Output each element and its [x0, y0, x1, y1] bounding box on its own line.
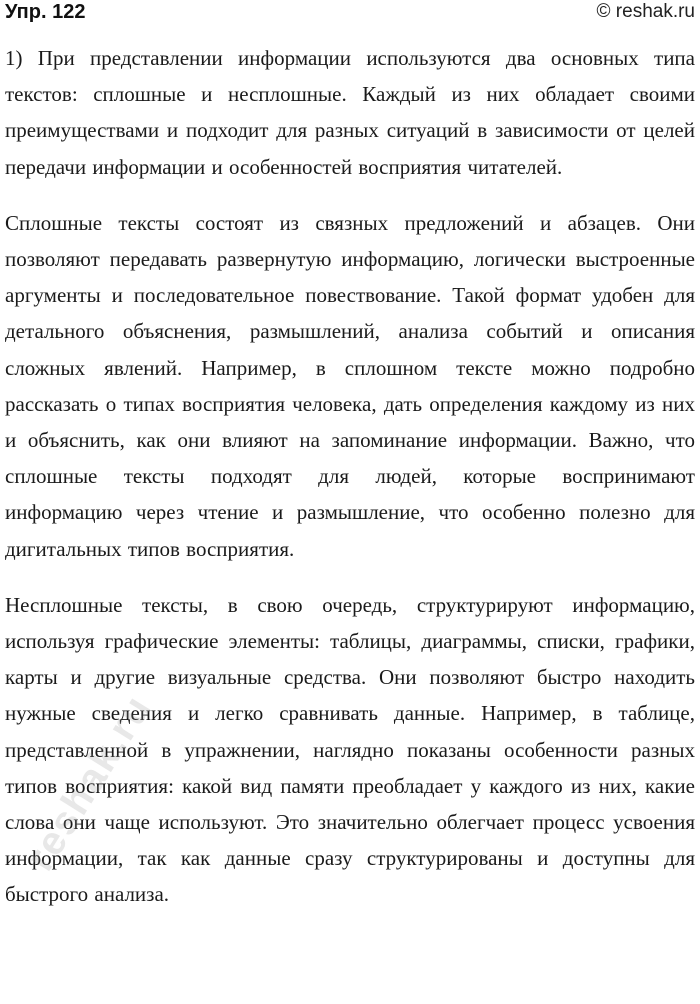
copyright-label: © reshak.ru: [596, 1, 695, 22]
paragraph-noncontinuous-texts: Несплошные тексты, в свою очередь, структурируют информацию, используя графические элементы: таблицы, диаграммы, списки, графики, карты и другие визуальные средства. Они позволяют быстро находить нужные сведения и легко сравнивать данные. Например, в таблице, представленной в упражнении, наглядно показаны особенности разных типов восприятия: какой вид памяти преобладает у каждого из них, какие слова они чаще используют. Это значительно облегчает процесс усвоения информации, так как данные сразу структурированы и доступны для быстрого анализа.: [5, 592, 695, 907]
paragraph-continuous-texts: Сплошные тексты состоят из связных предложений и абзацев. Они позволяют передавать развернутую информацию, логически выстроенные аргументы и последовательное повествование. Такой формат удобен для детального объяснения, размышлений, анализа событий и описания сложных явлений. Например, в сплошном тексте можно подробно рассказать о типах восприятия человека, дать определения каждому из них и объяснить, как они влияют на запоминание информации. Важно, что сплошные тексты подходят для людей, которые воспринимают информацию через чтение и размышление, что особенно полезно для дигитальных типов восприятия.: [5, 210, 695, 561]
watermark: reshak.ru: [18, 686, 161, 879]
page-header: [5, 0, 695, 28]
answer-text: [5, 40, 695, 933]
paragraph-intro: 1) При представлении информации используются два основных типа текстов: сплошные и несплошные. Каждый из них обладает своими преимуществами и подходит для разных ситуаций в зависимости от целей передачи информации и особенностей восприятия читателей.: [5, 46, 695, 179]
exercise-title: Упр. 122: [5, 1, 86, 23]
